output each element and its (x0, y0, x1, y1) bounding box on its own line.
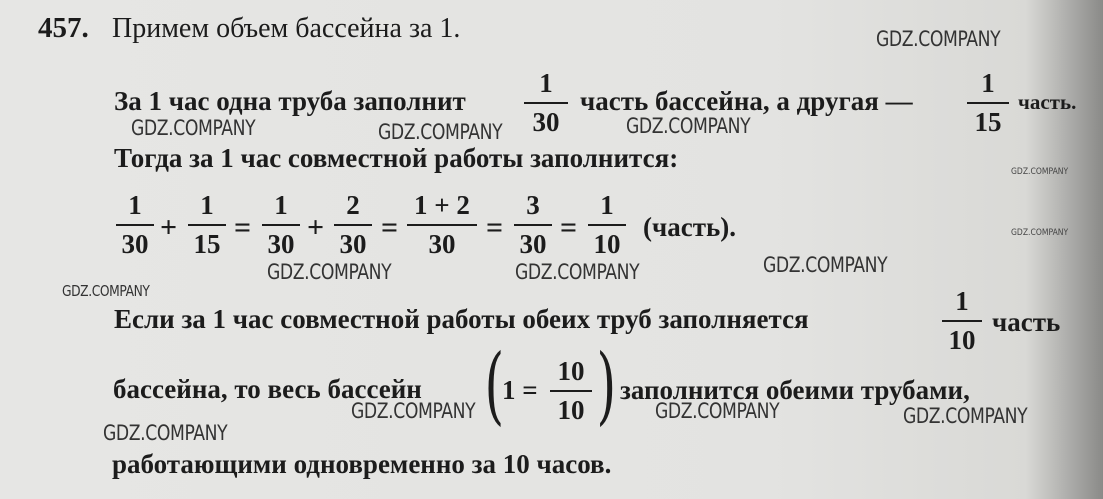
line2-part1: За 1 час одна труба заполнит (114, 86, 466, 116)
fraction-numerator: 2 (346, 190, 360, 220)
equals-sign: = (486, 211, 504, 244)
fraction-bar (407, 224, 477, 226)
eq-fraction-3-30 (514, 192, 552, 258)
fraction-bar (588, 224, 626, 226)
eq-fraction-1-30-b (262, 192, 300, 258)
fraction-denominator: 10 (948, 325, 976, 355)
fraction-denominator: 10 (593, 229, 621, 259)
fraction-numerator: 1 (981, 68, 995, 98)
line2-part2: часть бассейна, а другая — (580, 86, 913, 116)
eq-fraction-1plus2-30 (407, 192, 477, 258)
fraction-denominator: 30 (519, 229, 547, 259)
fraction-numerator: 1 (200, 190, 214, 220)
watermark: GDZ.COMPANY (763, 253, 888, 277)
fraction-numerator: 1 (128, 190, 142, 220)
watermark: GDZ.COMPANY (903, 404, 1028, 428)
equals-sign: = (381, 211, 399, 244)
equals-sign: = (234, 211, 252, 244)
fraction-bar (550, 390, 592, 392)
problem-number: 457. (38, 12, 89, 44)
line5-tail: часть (992, 307, 1061, 337)
watermark: GDZ.COMPANY (876, 27, 1001, 51)
watermark-small: GDZ.COMPANY (1011, 228, 1069, 238)
fraction-numerator: 1 (955, 286, 969, 316)
fraction-bar (188, 224, 226, 226)
fraction-10-10 (550, 358, 592, 424)
eq-fraction-1-10 (588, 192, 626, 258)
plus-sign: + (307, 211, 325, 244)
equation-tail: (часть). (643, 212, 736, 242)
fraction-1-30 (524, 70, 568, 136)
fraction-bar (942, 320, 982, 322)
fraction-bar (334, 224, 372, 226)
watermark: GDZ.COMPANY (655, 399, 780, 423)
eq-fraction-1-30 (116, 192, 154, 258)
fraction-numerator: 3 (526, 190, 540, 220)
fraction-bar (524, 102, 568, 104)
fraction-denominator: 10 (557, 395, 585, 425)
eq-fraction-1-15 (188, 192, 226, 258)
line3-text: Тогда за 1 час совместной работы заполнится: (114, 143, 679, 173)
fraction-denominator: 30 (339, 229, 367, 259)
line5-text: Если за 1 час совместной работы обеих труб заполняется (114, 304, 809, 334)
fraction-bar (262, 224, 300, 226)
line6-part2: заполнится обеими трубами, (620, 375, 970, 405)
fraction-denominator: 15 (193, 229, 221, 259)
problem-intro: Примем объем бассейна за 1. (112, 13, 461, 44)
fraction-numerator: 1 + 2 (414, 190, 470, 220)
watermark: GDZ.COMPANY (626, 114, 751, 138)
watermark: GDZ.COMPANY (378, 120, 503, 144)
fraction-bar (967, 102, 1009, 104)
fraction-bar (116, 224, 154, 226)
line6-part1: бассейна, то весь бассейн (113, 374, 422, 404)
fraction-denominator: 30 (532, 107, 560, 137)
fraction-bar (514, 224, 552, 226)
plus-sign: + (160, 211, 178, 244)
fraction-denominator: 15 (974, 107, 1002, 137)
line2-part3: часть. (1018, 90, 1077, 114)
left-paren: ( (484, 336, 505, 434)
equals-sign: = (560, 211, 578, 244)
fraction-1-15 (967, 70, 1009, 136)
fraction-denominator: 30 (121, 229, 149, 259)
line6-one-equals: 1 = (502, 375, 538, 405)
right-paren: ) (596, 336, 617, 434)
watermark: GDZ.COMPANY (351, 399, 476, 423)
watermark: GDZ.COMPANY (62, 282, 150, 300)
watermark-small: GDZ.COMPANY (1011, 167, 1069, 177)
watermark: GDZ.COMPANY (103, 421, 228, 445)
watermark: GDZ.COMPANY (515, 260, 640, 284)
eq-fraction-2-30 (334, 192, 372, 258)
fraction-numerator: 1 (274, 190, 288, 220)
fraction-numerator: 10 (557, 356, 585, 386)
fraction-1-10 (942, 288, 982, 354)
fraction-numerator: 1 (600, 190, 614, 220)
line7-text: работающими одновременно за 10 часов. (112, 449, 612, 479)
fraction-denominator: 30 (428, 229, 456, 259)
fraction-denominator: 30 (267, 229, 295, 259)
fraction-numerator: 1 (539, 68, 553, 98)
watermark: GDZ.COMPANY (267, 260, 392, 284)
watermark: GDZ.COMPANY (131, 116, 256, 140)
